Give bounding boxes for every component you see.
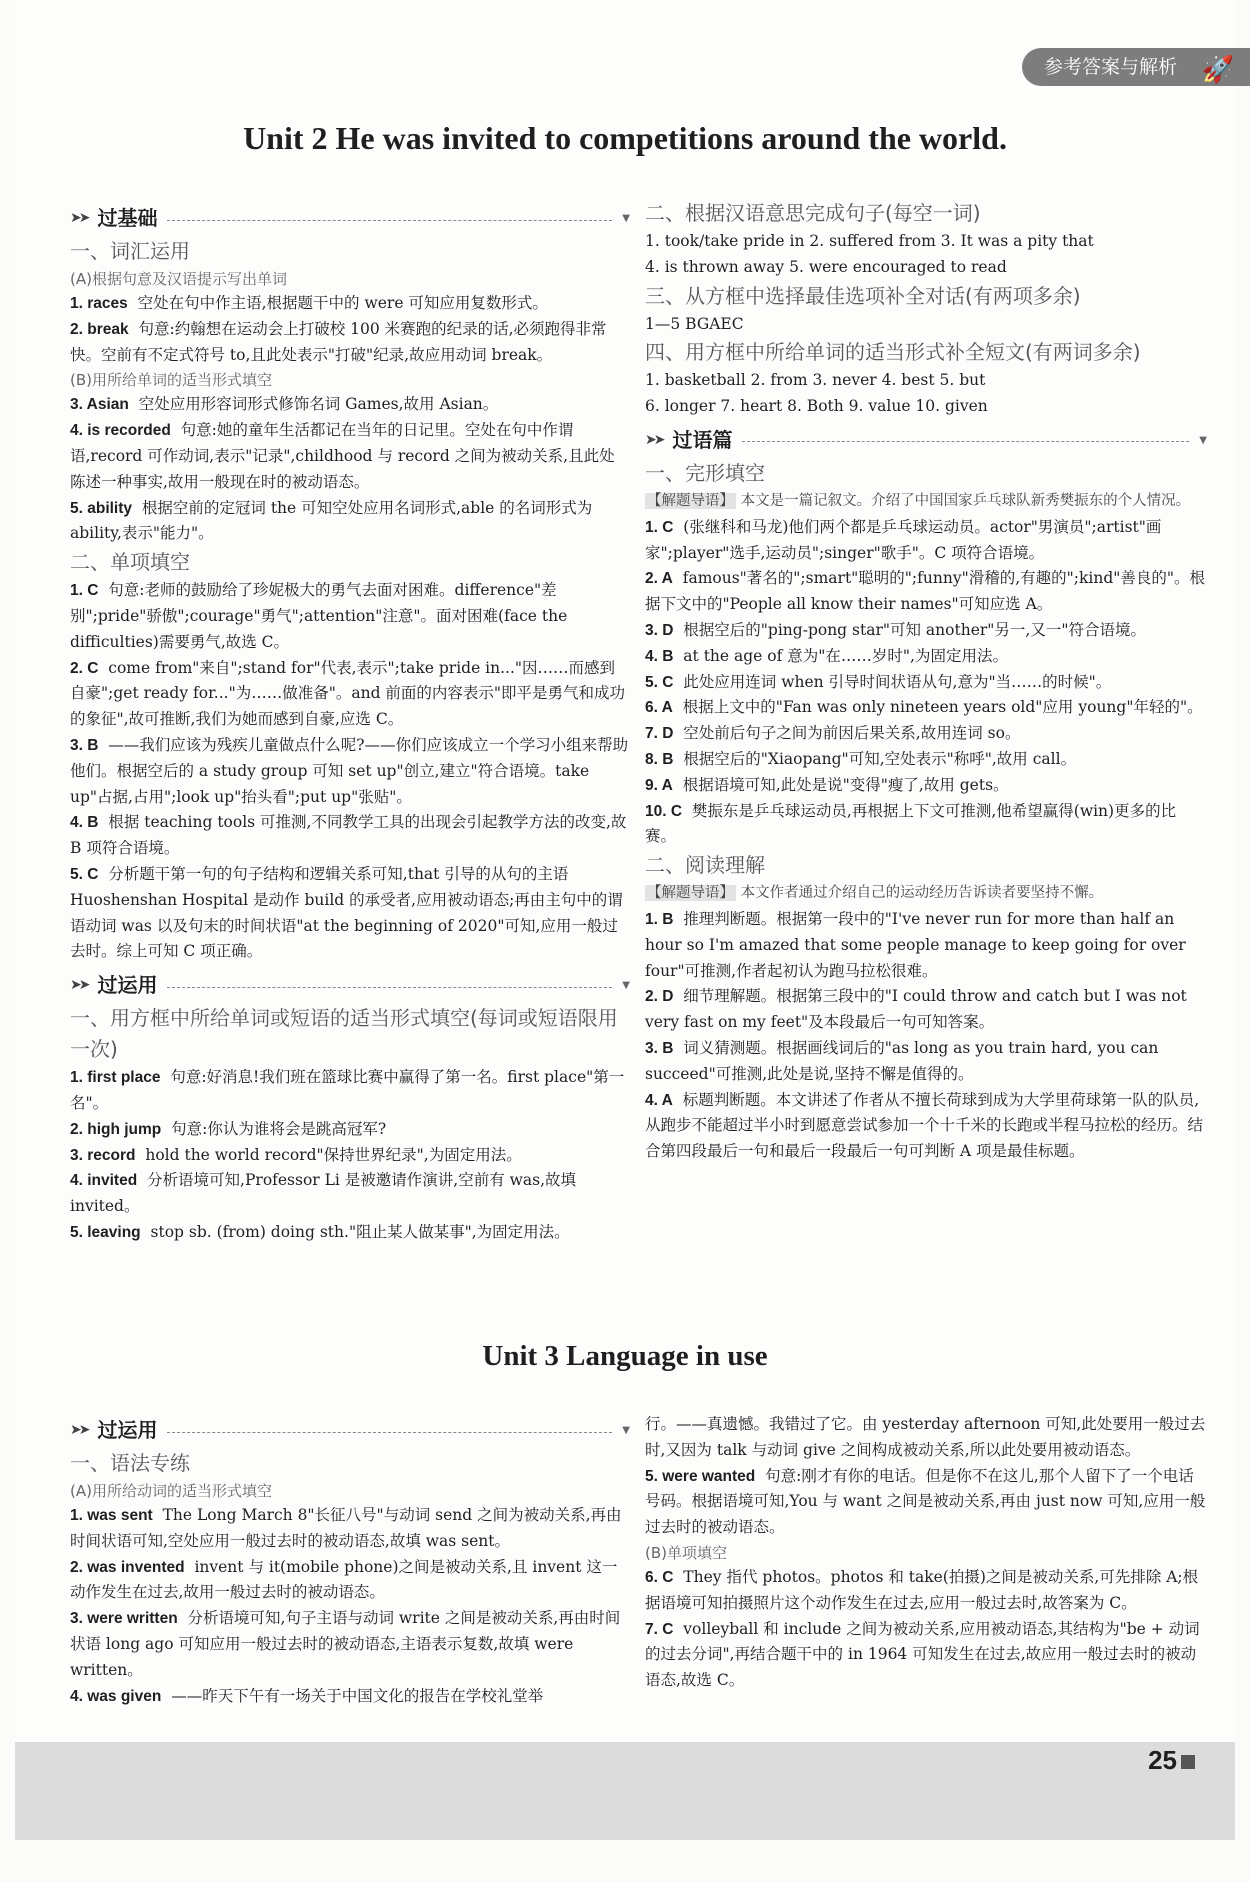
unit2-title: Unit 2 He was invited to competitions around the world. bbox=[243, 120, 1007, 156]
triangle-icon: ▼ bbox=[1199, 435, 1207, 447]
part-heading: 一、语法专练 bbox=[70, 1451, 190, 1475]
answer-item: 6. C They 指代 photos。photos 和 take(拍摄)之间是被动关系,可先排除 A;根据语境可知拍摄照片这个动作发生在过去,应用一般过去时,故答案为 C。 bbox=[645, 1567, 1199, 1612]
part-heading: 二、根据汉语意思完成句子(每空一词) bbox=[645, 201, 981, 225]
part-heading: 一、用方框中所给单词或短语的适当形式填空(每词或短语限用一次) bbox=[70, 1006, 618, 1062]
part-heading: 二、阅读理解 bbox=[645, 853, 765, 878]
answer-item: 3. D 根据空后的"ping-pong star"可知 another"另一,又一"符合语境。 bbox=[645, 620, 1146, 639]
answer-continuation: 行。——真遗憾。我错过了它。由 yesterday afternoon 可知,此处要用一般过去时,又因为 talk 与动词 give 之间构成被动关系,所以此处要用被动语态。 bbox=[645, 1415, 1206, 1459]
answer-item: 3. B ——我们应该为残疾儿童做点什么呢?——你们应该成立一个学习小组来帮助他们。根据空后的 a study group 可知 set up"创立,建立"符合语境。take up"占据,占用";look up"抬头看";put up"张贴"。 bbox=[70, 735, 629, 806]
answer-item: 4. A 标题判断题。本文讲述了作者从不擅长荷球到成为大学里荷球第一队的队员,从跑步不能超过半小时到愿意尝试参加一个十千米的长跑或半程马拉松的经历。结合第四段最后一句和最后一段最后一句可判断 A 项是最佳标题。 bbox=[645, 1090, 1204, 1161]
answer-item: 3. were written 分析语境可知,句子主语与动词 write 之间是被动关系,再由时间状语 long ago 可知应用一般过去时的被动语态,主语表示复数,故填 were written。 bbox=[70, 1609, 621, 1679]
unit3-right-column bbox=[645, 1412, 1207, 1694]
answer-line: 1—5 BGAEC bbox=[645, 314, 744, 333]
answer-item: 1. races 空处在句中作主语,根据题干中的 were 可知应用复数形式。 bbox=[70, 294, 548, 312]
rocket-icon: 🚀 bbox=[1201, 55, 1234, 85]
part-heading: 一、词汇运用 bbox=[70, 239, 190, 263]
answer-item: 8. B 根据空后的"Xiaopang"可知,空处表示"称呼",故用 call。 bbox=[645, 749, 1077, 768]
answer-item: 1. C 句意:老师的鼓励给了珍妮极大的勇气去面对困难。difference"差别";pride"骄傲";courage"勇气";attention"注意"。面对困难(face the difficulties)需要勇气,故选 C。 bbox=[70, 581, 568, 651]
answer-item: 6. A 根据上文中的"Fan was only nineteen years old"应用 young"年轻的"。 bbox=[645, 698, 1203, 717]
footer-band bbox=[15, 1742, 1235, 1840]
answer-item: 3. Asian 空处应用形容词形式修饰名词 Games,故用 Asian。 bbox=[70, 395, 499, 414]
answer-item: 5. C 分析题干第一句的句子结构和逻辑关系可知,that 引导的从句的主语 Huoshenshan Hospital 是动作 build 的承受者,应用被动语态;再由主句中的谓语动词 was 以及句末的时间状语"at the beginning of 2020"可知,应用一般过去时。综上可知 C 项正确。 bbox=[70, 864, 623, 961]
part-heading: 三、从方框中选择最佳选项补全对话(有两项多余) bbox=[645, 283, 1081, 308]
answer-item: 1. B 推理判断题。根据第一段中的"I've never run for more than half an hour so I'm amazed that some people manage to keep going for over four"可推测,作者起初认为跑马拉松很难。 bbox=[645, 909, 1186, 980]
section-marker-icon: ➤➤ bbox=[645, 432, 663, 449]
section-marker-icon: ➤➤ bbox=[70, 977, 88, 994]
section-use: ➤➤ 过运用 ▼ bbox=[70, 1418, 630, 1443]
answer-item: 3. B 词义猜测题。根据画线词后的"as long as you train hard, you can succeed"可推测,此处是说,坚持不懈是值得的。 bbox=[645, 1038, 1159, 1083]
answer-item: 1. was sent The Long March 8"长征八号"与动词 send 之间为被动关系,再由时间状语可知,空处应用一般过去时的被动语态,故填 was sent。 bbox=[70, 1506, 622, 1550]
answer-item: 4. B at the age of 意为"在……岁时",为固定用法。 bbox=[645, 646, 1008, 665]
answer-item: 4. invited 分析语境可知,Professor Li 是被邀请作演讲,空前有 was,故填 invited。 bbox=[70, 1171, 577, 1216]
answer-item: 2. D 细节理解题。根据第三段中的"I could throw and catch but I was not very fast on my feet"及本段最后一句可知答案。 bbox=[645, 987, 1187, 1032]
unit2-left-column bbox=[70, 198, 630, 1246]
guide-text: 【解题导语】 本文作者通过介绍自己的运动经历告诉读者要坚持不懈。 bbox=[647, 885, 1104, 902]
answer-item: 10. C 樊振东是乒乓球运动员,再根据上下文可推测,他希望赢得(win)更多的比赛。 bbox=[645, 801, 1177, 846]
section-use: ➤➤ 过运用 ▼ bbox=[70, 973, 630, 998]
answer-item: 2. high jump 句意:你认为谁将会是跳高冠军? bbox=[70, 1119, 387, 1138]
answer-item: 5. were wanted 句意:刚才有你的电话。但是你不在这儿,那个人留下了一个电话号码。根据语境可知,You 与 want 之间是被动关系,再由 just now 可知,应用一般过去时的被动语态。 bbox=[645, 1466, 1206, 1537]
section-marker-icon: ➤➤ bbox=[70, 210, 88, 227]
answer-line: 1. took/take pride in 2. suffered from 3. It was a pity that bbox=[645, 232, 1094, 250]
section-base: ➤➤ 过基础 ▼ bbox=[70, 206, 630, 231]
unit2-right-column bbox=[645, 198, 1207, 1165]
answer-item: 2. C come from"来自";stand for"代表,表示";take pride in..."因……而感到自豪";get ready for..."为……做准备"。and 前面的内容表示"即平是勇气和成功的象征",故可推断,我们为她而感到自豪,应选 C。 bbox=[70, 658, 626, 729]
answer-item: 5. C 此处应用连词 when 引导时间状语从句,意为"当……的时候"。 bbox=[645, 672, 1112, 691]
section-marker-icon: ➤➤ bbox=[70, 1422, 88, 1439]
answer-line: 6. longer 7. heart 8. Both 9. value 10. given bbox=[645, 397, 988, 416]
answer-line: 4. is thrown away 5. were encouraged to read bbox=[645, 257, 1007, 276]
section-exam: ➤➤ 过语篇 ▼ bbox=[645, 428, 1207, 453]
unit3-left-column bbox=[70, 1410, 630, 1709]
answer-item: 2. A famous"著名的";smart"聪明的";funny"滑稽的,有趣的";kind"善良的"。根据下文中的"People all know their names"可知应选 A。 bbox=[645, 569, 1206, 614]
answer-item: 5. ability 根据空前的定冠词 the 可知空处应用名词形式,able 的名词形式为 ability,表示"能力"。 bbox=[70, 498, 593, 543]
part-heading: 一、完形填空 bbox=[645, 460, 765, 485]
part-heading: 二、单项填空 bbox=[70, 550, 190, 575]
answer-item: 7. C volleyball 和 include 之间为被动关系,应用被动语态,其结构为"be + 动词的过去分词",再结合题干中的 in 1964 可知发生在过去,故应用一般过去时的被动语态,故选 C。 bbox=[645, 1619, 1200, 1690]
answer-item: 2. break 句意:约翰想在运动会上打破校 100 米赛跑的纪录的话,必须跑得非常快。空前有不定式符号 to,且此处表示"打破"纪录,故应用动词 break。 bbox=[70, 319, 607, 364]
triangle-icon: ▼ bbox=[622, 1425, 630, 1437]
square-icon bbox=[1181, 1755, 1195, 1769]
answer-item: 1. C (张继科和马龙)他们两个都是乒乓球运动员。actor"男演员";artist"画家";player"选手,运动员";singer"歌手"。C 项符合语境。 bbox=[645, 517, 1162, 562]
subpart-heading: (B)单项填空 bbox=[645, 1543, 727, 1562]
guide-text: 【解题导语】 本文是一篇记叙文。介绍了中国国家乒乓球队新秀樊振东的个人情况。 bbox=[647, 492, 1191, 509]
header-tag: 参考答案与解析 🚀 bbox=[1022, 48, 1250, 86]
subpart-heading: (A)根据句意及汉语提示写出单词 bbox=[70, 270, 287, 288]
answer-item: 4. was given ——昨天下午有一场关于中国文化的报告在学校礼堂举 bbox=[70, 1686, 544, 1705]
triangle-icon: ▼ bbox=[622, 213, 630, 225]
answer-item: 9. A 根据语境可知,此处是说"变得"瘦了,故用 gets。 bbox=[645, 775, 1009, 794]
answer-item: 5. leaving stop sb. (from) doing sth."阻止某人做某事",为固定用法。 bbox=[70, 1222, 570, 1241]
answer-item: 3. record hold the world record"保持世界纪录",为固定用法。 bbox=[70, 1145, 522, 1164]
answer-item: 1. first place 句意:好消息!我们班在篮球比赛中赢得了第一名。first place"第一名"。 bbox=[70, 1068, 625, 1112]
answer-item: 2. was invented invent 与 it(mobile phone)之间是被动关系,且 invent 这一动作发生在过去,故用一般过去时的被动语态。 bbox=[70, 1557, 618, 1602]
answer-line: 1. basketball 2. from 3. never 4. best 5. but bbox=[645, 371, 986, 390]
answer-item: 4. is recorded 句意:她的童年生活都记在当年的日记里。空处在句中作谓语,record 可作动词,表示"记录",childhood 与 record 之间为被动关系,且此处陈述一种事实,故用一般现在时的被动语态。 bbox=[70, 421, 615, 491]
page-number: 25 bbox=[1148, 1745, 1195, 1776]
subpart-heading: (B)用所给单词的适当形式填空 bbox=[70, 371, 272, 390]
triangle-icon: ▼ bbox=[622, 980, 630, 992]
subpart-heading: (A)用所给动词的适当形式填空 bbox=[70, 1482, 272, 1500]
answer-item: 7. D 空处前后句子之间为前因后果关系,故用连词 so。 bbox=[645, 724, 1021, 743]
answer-item: 4. B 根据 teaching tools 可推测,不同教学工具的出现会引起教学方法的改变,故 B 项符合语境。 bbox=[70, 813, 627, 858]
unit3-title: Unit 3 Language in use bbox=[482, 1340, 768, 1372]
part-heading: 四、用方框中所给单词的适当形式补全短文(有两词多余) bbox=[645, 340, 1141, 365]
